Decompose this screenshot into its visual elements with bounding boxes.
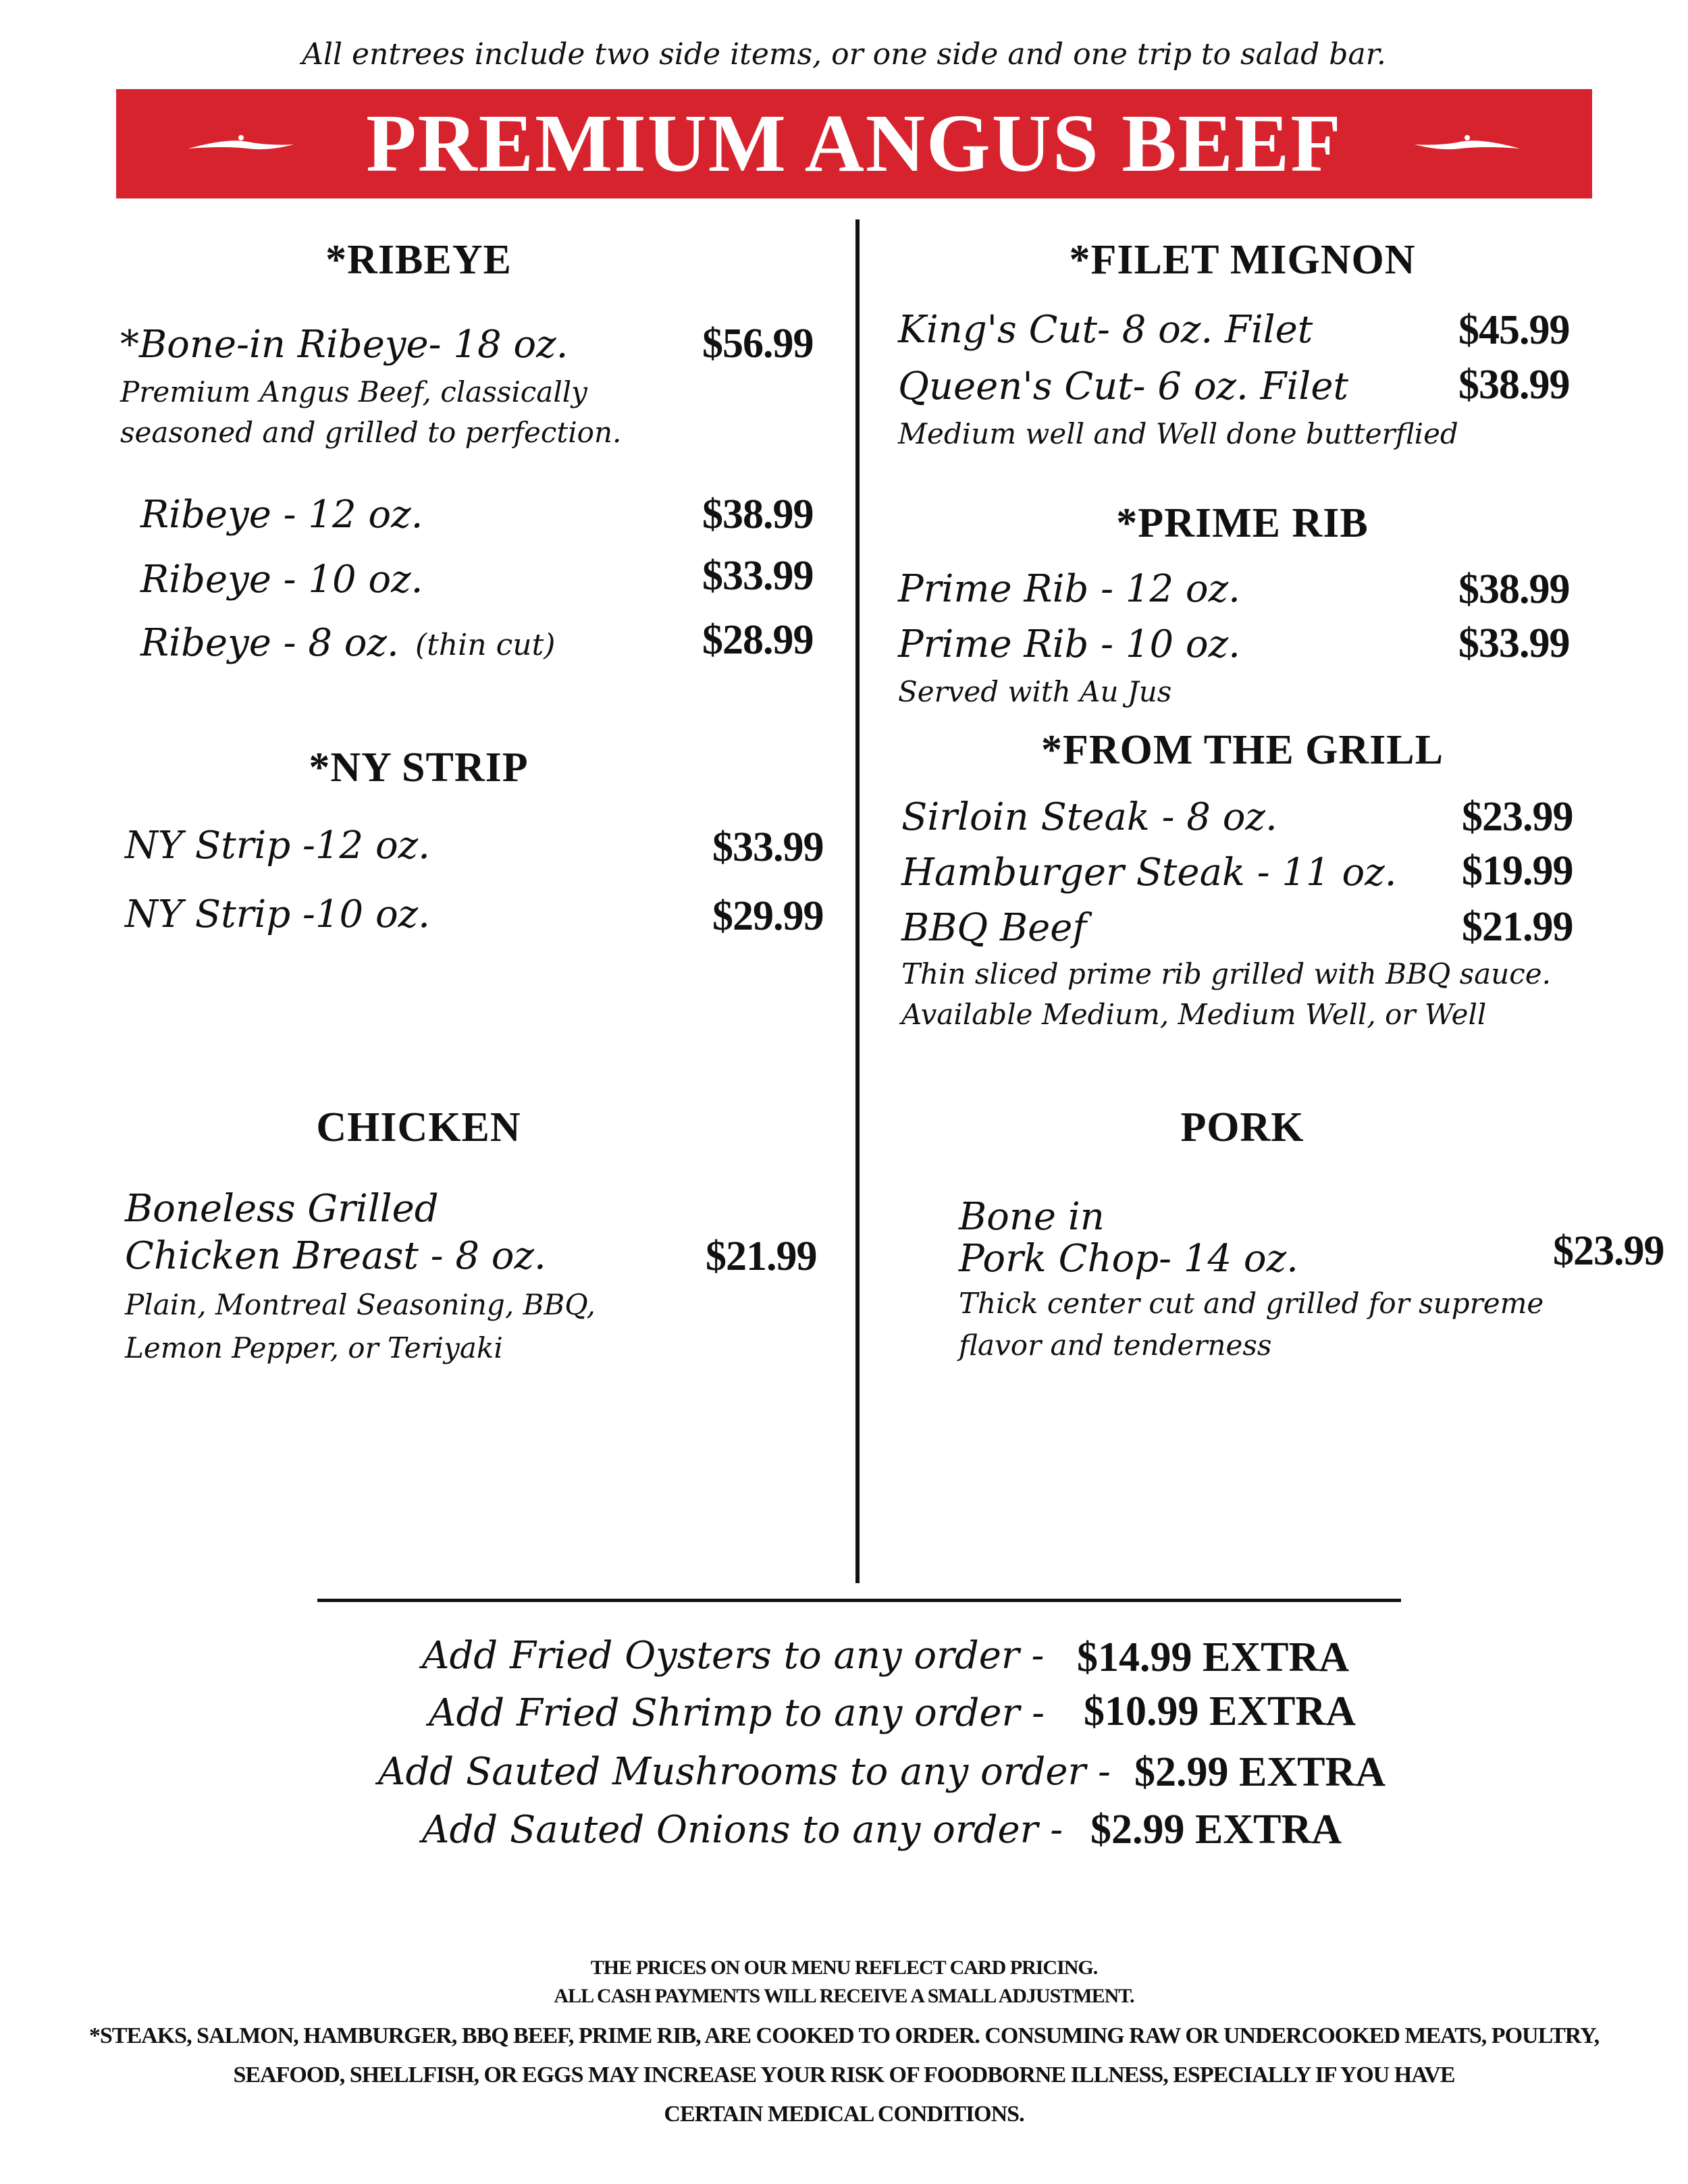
chicken-price: $21.99	[706, 1233, 817, 1279]
kings-cut-name: King's Cut- 8 oz. Filet	[898, 308, 1313, 352]
ribeye-8-note: (thin cut)	[415, 628, 556, 662]
bone-in-ribeye-price: $56.99	[702, 321, 814, 367]
column-divider	[855, 219, 860, 1583]
bone-in-ribeye-desc-1: Premium Angus Beef, classically	[120, 375, 587, 408]
prime-rib-12-name: Prime Rib - 12 oz.	[898, 567, 1240, 611]
chicken-name-1: Boneless Grilled	[125, 1187, 439, 1231]
prime-rib-title: *PRIME RIB	[1116, 500, 1369, 546]
addon-mushrooms-price: $2.99 EXTRA	[1134, 1749, 1386, 1795]
ny-strip-10-name: NY Strip -10 oz.	[125, 893, 430, 936]
bbq-beef-desc-2: Available Medium, Medium Well, or Well	[901, 998, 1487, 1031]
chicken-title: CHICKEN	[316, 1104, 521, 1150]
title-banner	[116, 89, 1592, 198]
pork-price: $23.99	[1553, 1228, 1664, 1274]
ribeye-10-price: $33.99	[702, 553, 814, 599]
bone-in-ribeye-desc-2: seasoned and grilled to perfection.	[120, 416, 622, 449]
chicken-name-2: Chicken Breast - 8 oz.	[125, 1234, 546, 1278]
note-consumer-advisory-2: SEAFOOD, SHELLFISH, OR EGGS MAY INCREASE YOUR RISK OF FOODBORNE ILLNESS, ESPECIALLY IF YOU HAVE	[233, 2062, 1455, 2087]
grill-title: *FROM THE GRILL	[1040, 727, 1444, 773]
note-consumer-advisory-3: CERTAIN MEDICAL CONDITIONS.	[664, 2102, 1024, 2127]
queens-cut-price: $38.99	[1458, 362, 1570, 408]
pork-name-1: Bone in	[959, 1195, 1105, 1239]
queens-cut-name: Queen's Cut- 6 oz. Filet	[898, 365, 1348, 408]
ribeye-8-price: $28.99	[702, 617, 814, 663]
pork-desc-1: Thick center cut and grilled for supreme	[959, 1287, 1544, 1320]
pork-name-2: Pork Chop- 14 oz.	[959, 1237, 1298, 1281]
addon-shrimp-price: $10.99 EXTRA	[1084, 1688, 1356, 1734]
addon-onions-price: $2.99 EXTRA	[1090, 1807, 1342, 1853]
bbq-beef-price: $21.99	[1462, 904, 1573, 950]
hamburger-steak-name: Hamburger Steak - 11 oz.	[901, 851, 1397, 895]
pork-desc-2: flavor and tenderness	[959, 1329, 1272, 1362]
note-consumer-advisory-1: *STEAKS, SALMON, HAMBURGER, BBQ BEEF, PRIME RIB, ARE COOKED TO ORDER. CONSUMING RAW OR UNDERCOOKED MEATS, POULTRY,	[88, 2023, 1600, 2048]
ribeye-12-name: Ribeye - 12 oz.	[140, 493, 423, 537]
intro-text: All entrees include two side items, or one side and one trip to salad bar.	[302, 37, 1386, 72]
addon-onions-label: Add Sauted Onions to any order -	[422, 1808, 1063, 1852]
filet-desc: Medium well and Well done butterflied	[898, 417, 1458, 450]
note-card-pricing: THE PRICES ON OUR MENU REFLECT CARD PRICING.	[590, 1956, 1098, 1979]
bbq-beef-desc-1: Thin sliced prime rib grilled with BBQ sauce.	[901, 957, 1552, 990]
hamburger-steak-price: $19.99	[1462, 848, 1573, 894]
sirloin-name: Sirloin Steak - 8 oz.	[901, 795, 1277, 839]
ribeye-10-name: Ribeye - 10 oz.	[140, 558, 423, 602]
ribeye-12-price: $38.99	[702, 491, 814, 537]
prime-rib-desc: Served with Au Jus	[898, 675, 1172, 708]
sirloin-price: $23.99	[1462, 794, 1573, 840]
addon-shrimp-label: Add Fried Shrimp to any order -	[429, 1691, 1045, 1735]
ny-strip-10-price: $29.99	[712, 893, 824, 939]
ny-strip-title: *NY STRIP	[309, 745, 529, 791]
ribeye-title: *RIBEYE	[325, 237, 512, 283]
pork-title: PORK	[1180, 1104, 1304, 1150]
ny-strip-12-name: NY Strip -12 oz.	[125, 824, 430, 868]
addon-oysters-price: $14.99 EXTRA	[1077, 1634, 1350, 1680]
ribeye-8-name: Ribeye - 8 oz.	[140, 621, 399, 665]
filet-title: *FILET MIGNON	[1069, 237, 1416, 283]
prime-rib-10-name: Prime Rib - 10 oz.	[898, 622, 1240, 666]
chicken-desc-1: Plain, Montreal Seasoning, BBQ,	[125, 1288, 596, 1321]
bone-in-ribeye-name: *Bone-in Ribeye- 18 oz.	[120, 323, 569, 367]
addon-oysters-label: Add Fried Oysters to any order -	[422, 1634, 1045, 1678]
swoosh-left-icon	[187, 131, 295, 158]
swoosh-right-icon	[1413, 131, 1521, 158]
prime-rib-10-price: $33.99	[1458, 620, 1570, 666]
kings-cut-price: $45.99	[1458, 307, 1570, 353]
banner-title: PREMIUM ANGUS BEEF	[366, 98, 1342, 189]
addons-divider	[317, 1599, 1401, 1602]
ny-strip-12-price: $33.99	[712, 824, 824, 870]
chicken-desc-2: Lemon Pepper, or Teriyaki	[125, 1331, 503, 1364]
addon-mushrooms-label: Add Sauted Mushrooms to any order -	[378, 1750, 1111, 1794]
note-cash-adjustment: ALL CASH PAYMENTS WILL RECEIVE A SMALL ADJUSTMENT.	[554, 1985, 1134, 2007]
prime-rib-12-price: $38.99	[1458, 566, 1570, 612]
bbq-beef-name: BBQ Beef	[901, 906, 1087, 950]
